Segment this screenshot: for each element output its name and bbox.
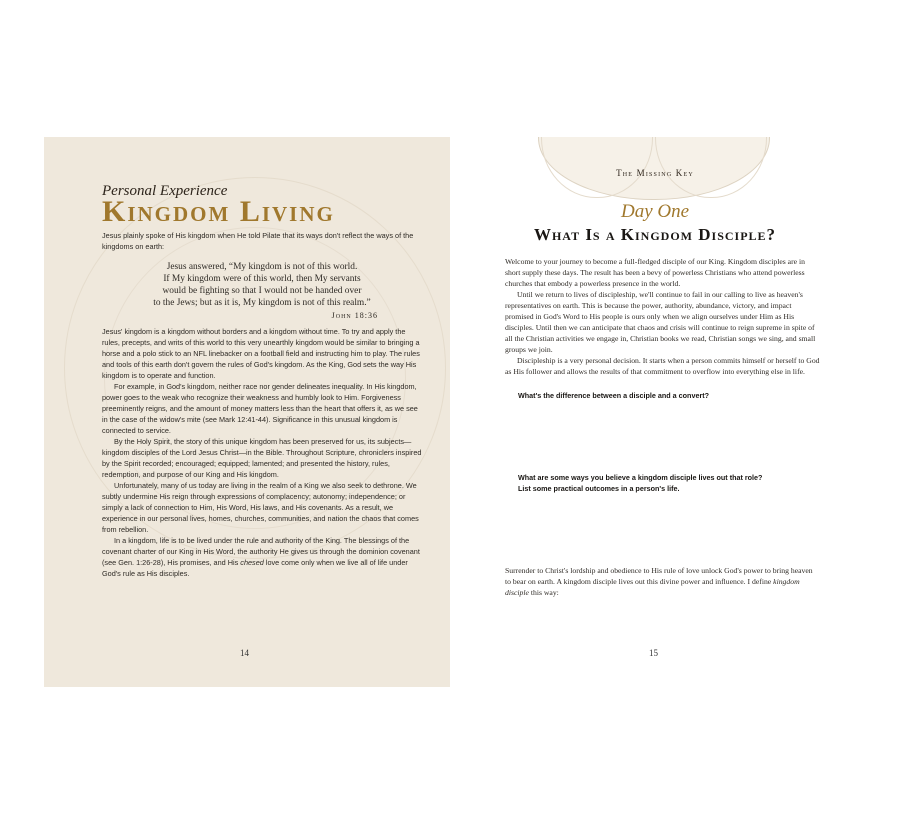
day-title: What Is a Kingdom Disciple? <box>533 225 777 244</box>
quote-line: If My kingdom were of this world, then My servants <box>163 274 361 284</box>
body-paragraph-last <box>102 535 422 579</box>
text-run: love come only when we live all of life under God's rule as His disciples. <box>102 558 408 578</box>
reflection-question: What are some ways you believe a kingdom disciple lives out that role? <box>518 473 763 482</box>
section-label: Personal Experience <box>102 183 228 199</box>
closing-paragraph <box>505 565 820 598</box>
quote-reference: John 18:36 <box>331 311 378 320</box>
body-paragraph: Unfortunately, many of us today are living in the realm of a King we also seek to dethrone. We subtly undermine His reign through expressions of complacency; autonomy; independence; or simply a lack of connection to Him, His Word, His laws, and His covenants. As a result, we experience in our personal lives, homes, churches, communities, and nation the chaos that comes from rebellion. <box>102 481 419 534</box>
italic-term: kingdom disciple <box>505 577 800 597</box>
right-page-content <box>505 256 820 598</box>
quote-line: Jesus answered, “My kingdom is not of this world. <box>166 262 358 272</box>
reflection-question: What's the difference between a disciple and a convert? <box>518 391 710 400</box>
italic-term: chesed <box>240 558 264 567</box>
page-number: 15 <box>649 648 658 658</box>
intro-paragraph: Jesus plainly spoke of His kingdom when He told Pilate that its ways don't reflect the ways of the kingdoms on earth: <box>102 231 414 251</box>
scripture-quote <box>102 261 422 309</box>
body-paragraph: Jesus' kingdom is a kingdom without borders and a kingdom without time. To try and apply the rules, precepts, and writs of this world to this very unearthly kingdom would be similar to bringing a horse and a polo stick to an NFL linebacker on a football field and instructing him to play. The rules and tools of this earth don't govern the rules of God's kingdom. As the King, God sets the way His kingdom is to operate and function. <box>102 327 420 380</box>
body-paragraph: Discipleship is a very personal decision. It starts when a person commits himself or herself to God as His follower and allows the results of that commitment to overflow into everything else in life. <box>505 356 820 376</box>
body-paragraph: Until we return to lives of discipleship, we'll continue to fail in our calling to live as heaven's representatives on earth. This is because the power, authority, abundance, victory, and impact promised in God's Word to His people is ours only when we align ourselves under Him as His disciples. Until then we can anticipate that chaos and crisis will continue to reign supreme in spite of all the Christian activities we engage in, Christian books we read, Christian songs we sing, and small groups we join. <box>505 290 816 354</box>
chapter-title: Kingdom Living <box>102 195 335 228</box>
text-run: In a kingdom, life is to be lived under the rule and authority of the King. The blessings of the covenant charter of our King in His Word, the authority He gives us through the dominion covenant (see Gen. 1:26-28), His promises, and His <box>102 536 420 567</box>
reflection-question-group <box>505 472 820 494</box>
reflection-question: List some practical outcomes in a person's life. <box>518 484 680 493</box>
text-run: Surrender to Christ's lordship and obedience to His rule of love unlock God's power to bring heaven to bear on earth. A kingdom disciple lives out this divine power and influence. I define <box>505 566 813 586</box>
right-page <box>455 137 855 687</box>
page-number: 14 <box>240 648 249 658</box>
day-label: Day One <box>620 201 690 222</box>
quote-line: would be fighting so that I would not be handed over <box>162 286 362 296</box>
quote-line: to the Jews; but as it is, My kingdom is not of this realm.” <box>153 298 371 308</box>
running-head: The Missing Key <box>616 168 694 178</box>
body-paragraph: Welcome to your journey to become a full-fledged disciple of our King. Kingdom disciples are in short supply these days. The result has been a bevy of powerless Christians who attend powerless churches that embody a powerless presence in the world. <box>505 257 805 288</box>
body-paragraph: By the Holy Spirit, the story of this unique kingdom has been preserved for us, its subjects—kingdom disciples of the Lord Jesus Christ—in the Bible. Throughout Scripture, chroniclers inspired by the Spirit recorded; encouraged; equipped; lamented; and presented the history, rules, redemption, and purpose of our King and His kingdom. <box>102 437 422 479</box>
text-run: this way: <box>528 588 559 597</box>
body-paragraph: For example, in God's kingdom, neither race nor gender delineates inequality. In His kingdom, power goes to the weak who recognize their weakness and humbly look to Him. Forgiveness preeminently reigns, and the amount of money matters less than the heart that offers it, as we see in the case of the widow's mite (see Mark 12:41-44). Significance in this unusual kingdom is connected to service. <box>102 382 418 435</box>
left-page <box>44 137 450 687</box>
left-page-content <box>102 183 422 579</box>
